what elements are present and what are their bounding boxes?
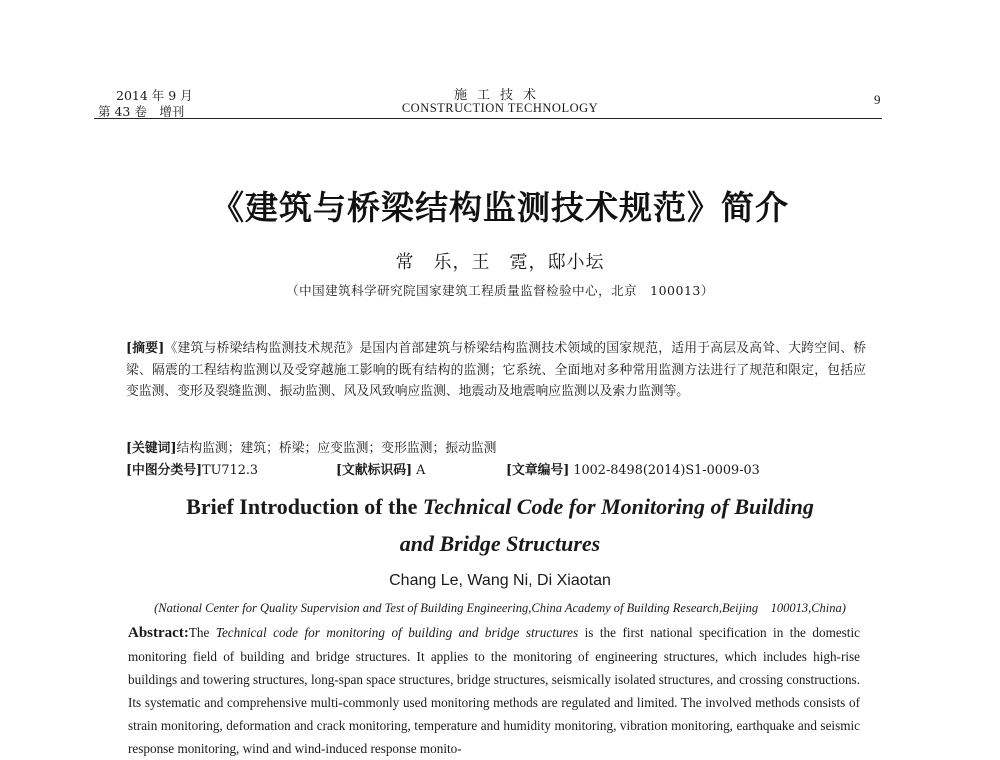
journal-name-cn: 施工技术 bbox=[453, 88, 546, 103]
abstract-en-code-title: Technical code for monitoring of building and bridge structures bbox=[215, 625, 579, 640]
page-number: 9 bbox=[874, 92, 881, 107]
keywords-cn-label: [关键词] bbox=[126, 441, 177, 456]
header-rule bbox=[94, 118, 882, 119]
abstract-cn bbox=[126, 338, 866, 403]
abstract-cn-text: 《建筑与桥梁结构监测技术规范》是国内首部建筑与桥梁结构监测技术领域的国家规范，适用于高层及高耸、大跨空间、桥梁、隔震的工程结构监测以及受穿越施工影响的既有结构的监测；它系统、全面地对多种常用监测方法进行了规范和限定，包括应变监测、变形及裂缝监测、振动监测、风及风致响应监测、地震动及地震响应监测以及索力监测等。 bbox=[126, 341, 866, 399]
abstract-en-rest: is the first national specification in the domestic monitoring field of building and bridge structures. It applies to the monitoring of engineering structures, which includes high-rise buildings and towering structures, long-span space structures, bridge structures, seismically isolated structures, and crossing constructions. Its systematic and comprehensive multi-commonly used monitoring methods are regulated and limited. The involved methods consists of strain monitoring, deformation and crack monitoring, temperature and humidity monitoring, vibration monitoring, earthquake and seismic response monitoring, wind and wind-induced response monito- bbox=[128, 625, 860, 756]
issue-date: 2014 年 9 月 bbox=[116, 88, 193, 103]
title-en-plain: Brief Introduction of the bbox=[186, 494, 423, 519]
authors-en: Chang Le, Wang Ni, Di Xiaotan bbox=[389, 572, 611, 589]
classification-label: [中图分类号] bbox=[126, 463, 203, 478]
abstract-en bbox=[128, 621, 860, 760]
document-code-value: A bbox=[412, 463, 426, 478]
document-code bbox=[336, 459, 425, 478]
classification-number bbox=[126, 459, 258, 478]
paper-title-en-line1 bbox=[0, 494, 1000, 520]
affiliation-en: (National Center for Quality Supervision and Test of Building Engineering,China Academy of Building Research,Beijing 100013,China) bbox=[154, 601, 846, 615]
article-number-value: 1002-8498(2014)S1-0009-03 bbox=[569, 463, 760, 478]
abstract-cn-label: [摘要] bbox=[126, 341, 165, 356]
paper-title-en-line2: and Bridge Structures bbox=[399, 531, 601, 556]
document-code-label: [文献标识码] bbox=[336, 463, 413, 478]
abstract-en-label: Abstract: bbox=[128, 625, 189, 641]
paper-title-cn: 《建筑与桥梁结构监测技术规范》简介 bbox=[211, 188, 789, 227]
article-number-label: [文章编号] bbox=[506, 463, 570, 478]
affiliation-cn: （中国建筑科学研究院国家建筑工程质量监督检验中心，北京 100013） bbox=[286, 283, 714, 298]
abstract-en-start: The bbox=[188, 625, 216, 640]
keywords-cn bbox=[126, 437, 496, 456]
keywords-cn-text: 结构监测；建筑；桥梁；应变监测；变形监测；振动监测 bbox=[176, 441, 497, 456]
article-number bbox=[506, 459, 760, 478]
volume-info: 第 43 卷 增刊 bbox=[98, 104, 185, 119]
authors-cn: 常 乐，王 霓，邸小坛 bbox=[395, 252, 605, 273]
classification-value: TU712.3 bbox=[202, 463, 259, 478]
title-en-italic: Technical Code for Monitoring of Building bbox=[422, 494, 814, 519]
journal-name-en: CONSTRUCTION TECHNOLOGY bbox=[401, 101, 599, 115]
